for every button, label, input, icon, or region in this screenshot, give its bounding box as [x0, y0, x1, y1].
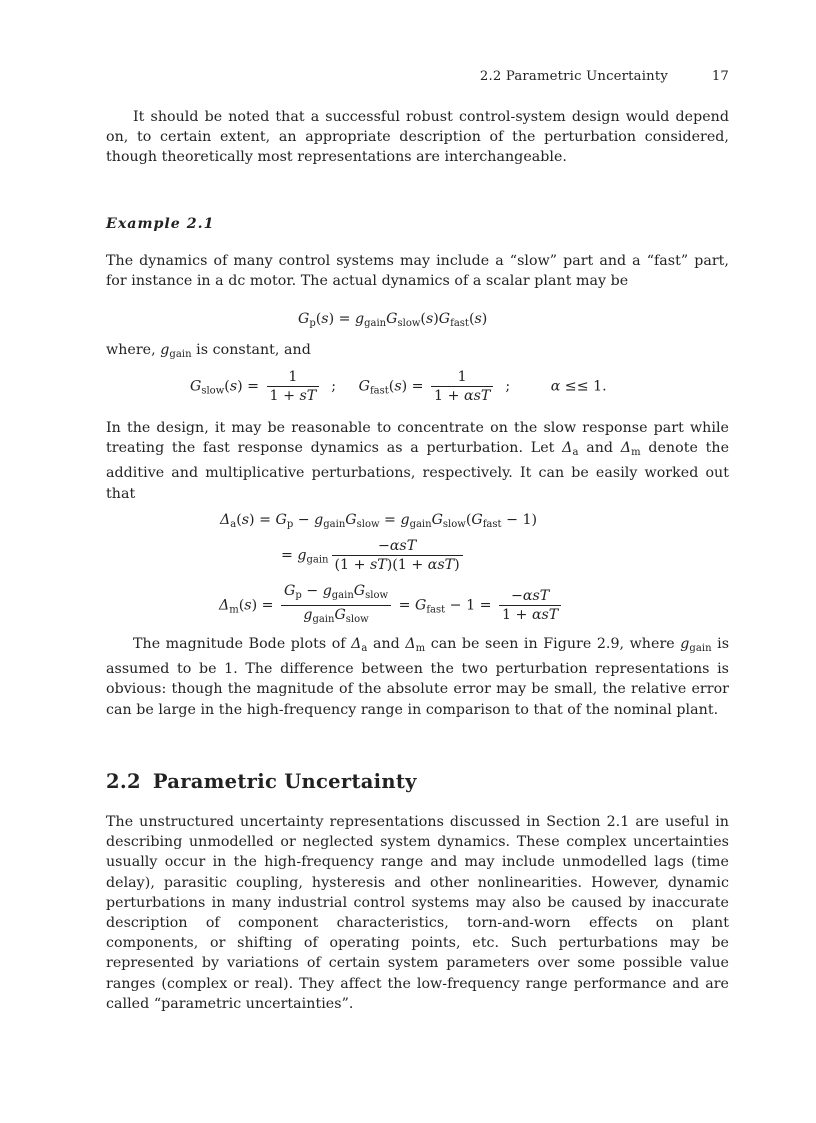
delta-m-equation: $\Delta_m(s)$ = $\frac{G_p - g_{gain}G_{slow}}{g_{gain}G_{slow}}$ = $G_{fast} - 1$ = $\frac{\text{−αsT}}{\text{1 + αsT}}$: [219, 582, 564, 629]
section-heading: [106, 770, 417, 793]
delta-a-equation-2: = $g_{gain}$ $\frac{\text{−αsT}}{\text{(1 + sT)(1 + αsT)}}$: [281, 537, 466, 574]
running-head-title: 2.2 Parametric Uncertainty: [479, 69, 668, 84]
example-paragraph-2: In the design, it may be reasonable to concentrate on the slow response part while treating the fast response dynamics as a perturbation. Let $\Delta_a$ and $\Delta_m$ denote the additive and multiplicative perturbations, respectively. It can be easily worked out that: [106, 420, 730, 502]
para3-and: and: [372, 636, 400, 652]
example-paragraph-3: The magnitude Bode plots of $\Delta_a$ and $\Delta_m$ can be seen in Figure 2.9, where $g_{gain}$ is assumed to be 1. The difference between the two perturbation representations is obvious: though the magnitude of the absolute error may be small, the relative error can be large in the high-frequency range in comparison to that of the nominal plant.: [106, 636, 730, 718]
para3-b: can be seen in Figure 2.9, where: [430, 636, 675, 652]
running-head: [106, 69, 729, 89]
delta-a-equation: $\Delta_a(s) = G_p - g_{gain}G_{slow} = g_{gain}G_{slow}(G_{fast} - 1)$: [220, 512, 538, 530]
example-paragraph-1: The dynamics of many control systems may include a “slow” part and a “fast” part, for instance in a dc motor. The actual dynamics of a scalar plant may be: [106, 253, 729, 290]
intro-paragraph: It should be noted that a successful robust control-system design would depend on, to certain extent, an appropriate description of the perturbation considered, though theoretically most representations are interchangeable.: [106, 109, 729, 166]
slow-fast-equation: $G_{slow}(s)$ = $\frac{1}{1 + sT}$ ; $G_{fast}(s)$ = $\frac{1}{\text{1 + αsT}}$ ; α ≤≤ 1.: [190, 369, 607, 404]
where-line: where, $g_{gain}$ is constant, and: [106, 342, 311, 360]
para3-a: The magnitude Bode plots of: [133, 636, 346, 652]
para2-tail: denote the additive and multiplicative perturbations, respectively. It can be easily worked out that: [106, 440, 730, 502]
para2-and: and: [586, 440, 614, 457]
example-title: Example 2.1: [106, 216, 215, 232]
where-text: where,: [106, 342, 156, 358]
where-tail: is constant, and: [196, 342, 311, 358]
plant-equation: $G_p(s) = g_{gain}G_{slow}(s)G_{fast}(s)$: [298, 311, 488, 329]
section-paragraph: The unstructured uncertainty representations discussed in Section 2.1 are useful in describing unmodelled or neglected system dynamics. These complex uncertainties usually occur in the high-frequency range and may include unmodelled lags (time delay), parasitic coupling, hysteresis and other nonlinearities. However, dynamic perturbations in many industrial control systems may also be caused by inaccurate description of component characteristics, torn-and-worn effects on plant components, or shifting of operating points, etc. Such perturbations may be represented by variations of certain system parameters over some possible value ranges (complex or real). They affect the low-frequency range performance and are called “parametric uncertainties”.: [106, 814, 729, 1012]
page-number: 17: [711, 69, 729, 84]
section-number: 2.2: [106, 770, 141, 793]
para3-c: is assumed to be 1. The difference between the two perturbation representations is obvious: though the magnitude of the absolute error may be small, the relative error can be large in the high-frequency range in comparison to that of the nominal plant.: [106, 636, 730, 718]
para2-text: In the design, it may be reasonable to concentrate on the slow response part while treating the fast response dynamics as a perturbation. Let: [106, 420, 729, 457]
section-title: Parametric Uncertainty: [152, 770, 417, 793]
